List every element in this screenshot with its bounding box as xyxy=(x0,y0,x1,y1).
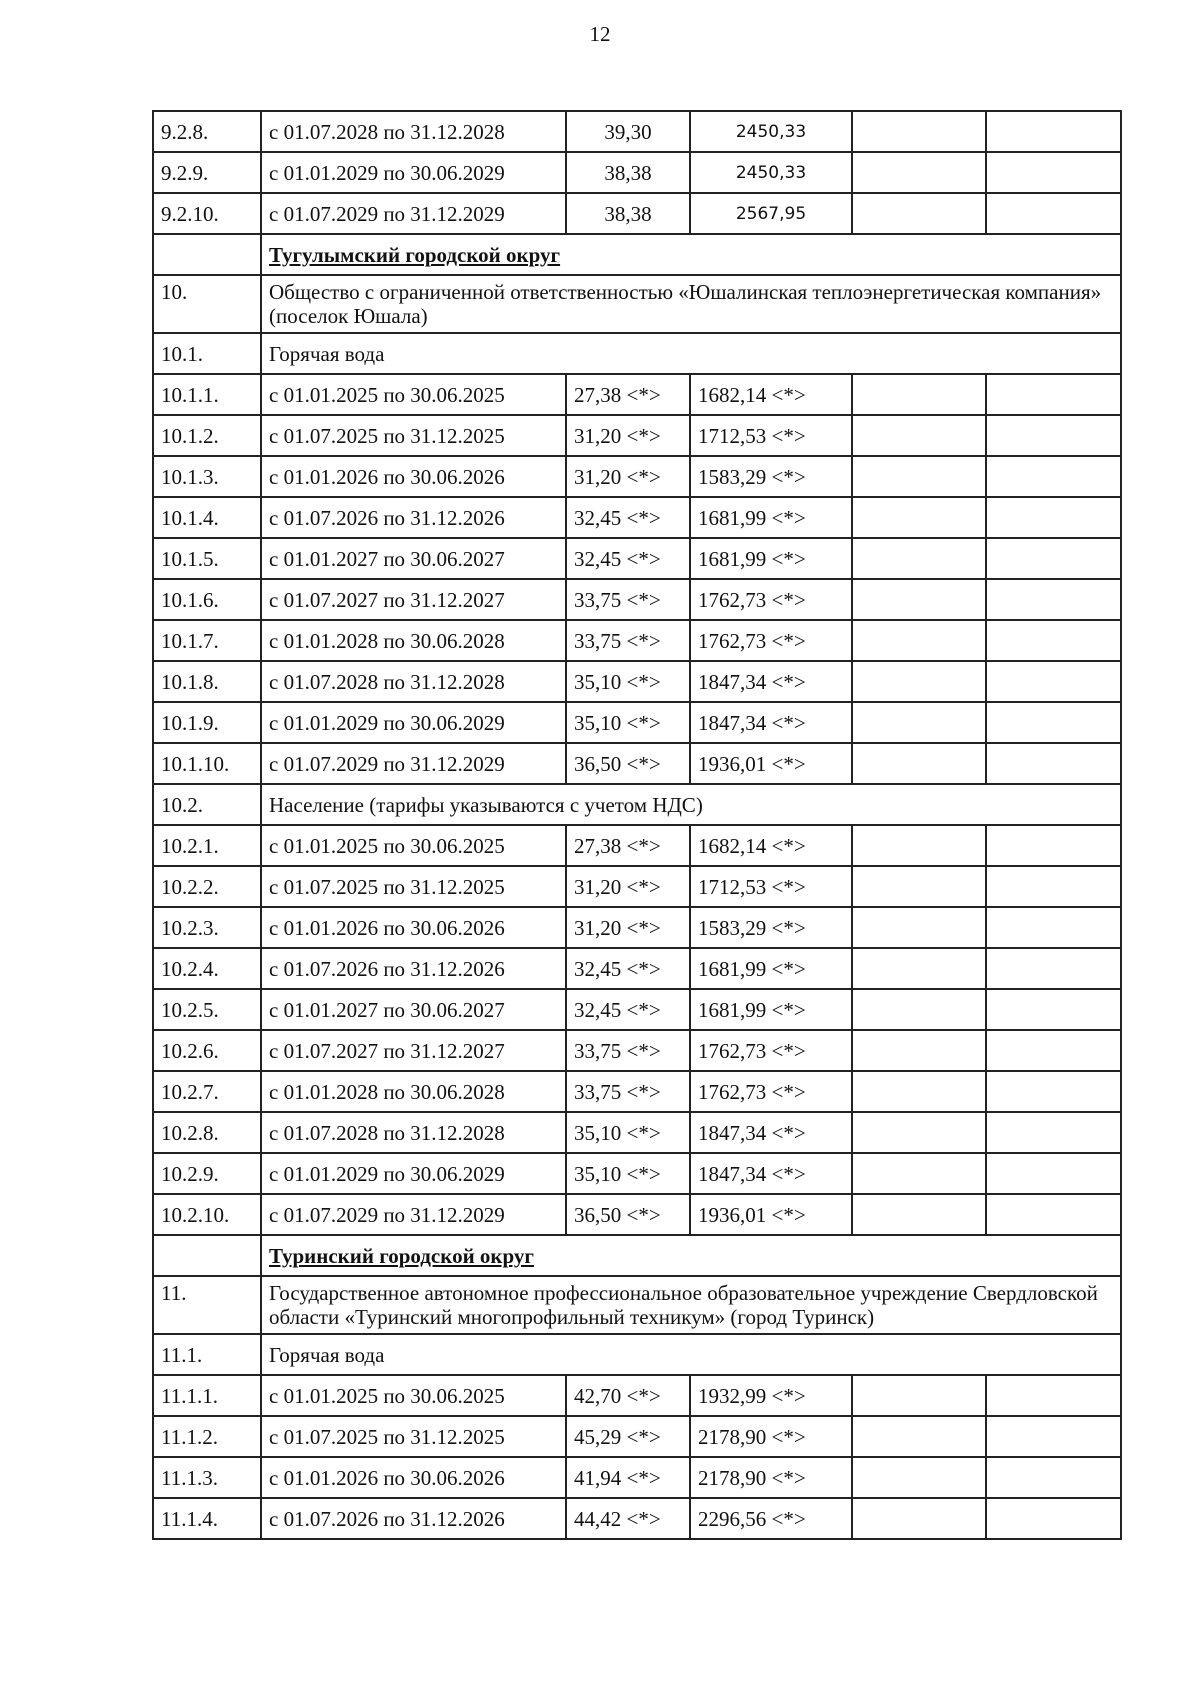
row-number: 10.1.10. xyxy=(153,743,261,784)
row-value-1: 35,10 <*> xyxy=(566,1153,690,1194)
row-number: 9.2.10. xyxy=(153,193,261,234)
row-number: 10.1.8. xyxy=(153,661,261,702)
row-period: с 01.01.2029 по 30.06.2029 xyxy=(261,1153,566,1194)
table-row xyxy=(153,1112,1121,1153)
table-row xyxy=(153,866,1121,907)
row-empty-cell xyxy=(986,948,1121,989)
row-empty-cell xyxy=(852,1194,986,1235)
row-empty-cell xyxy=(986,1498,1121,1539)
row-value-1: 32,45 <*> xyxy=(566,989,690,1030)
row-period: с 01.07.2029 по 31.12.2029 xyxy=(261,1194,566,1235)
tariff-table xyxy=(152,110,1122,1540)
table-row xyxy=(153,702,1121,743)
row-number: 10.2. xyxy=(153,784,261,825)
row-period: с 01.07.2026 по 31.12.2026 xyxy=(261,1498,566,1539)
row-value-1: 45,29 <*> xyxy=(566,1416,690,1457)
row-empty-cell xyxy=(852,907,986,948)
section-row xyxy=(153,784,1121,825)
row-empty-cell xyxy=(852,1375,986,1416)
row-period: с 01.01.2026 по 30.06.2026 xyxy=(261,456,566,497)
row-number: 11.1. xyxy=(153,1334,261,1375)
row-number: 11. xyxy=(153,1276,261,1334)
row-period: с 01.07.2025 по 31.12.2025 xyxy=(261,415,566,456)
row-value-1: 32,45 <*> xyxy=(566,538,690,579)
row-empty-cell xyxy=(852,111,986,152)
row-empty-cell xyxy=(986,1153,1121,1194)
section-row xyxy=(153,333,1121,374)
row-value-2: 2178,90 <*> xyxy=(690,1416,852,1457)
row-value-2: 1762,73 <*> xyxy=(690,620,852,661)
row-empty-cell xyxy=(986,866,1121,907)
row-period: с 01.01.2029 по 30.06.2029 xyxy=(261,152,566,193)
row-period: с 01.07.2026 по 31.12.2026 xyxy=(261,497,566,538)
row-value-2: 1847,34 <*> xyxy=(690,661,852,702)
row-value-1: 35,10 <*> xyxy=(566,661,690,702)
row-value-2: 1682,14 <*> xyxy=(690,374,852,415)
row-empty-cell xyxy=(986,989,1121,1030)
row-period: с 01.07.2025 по 31.12.2025 xyxy=(261,1416,566,1457)
row-empty-cell xyxy=(852,579,986,620)
district-number-cell xyxy=(153,234,261,275)
organization-row xyxy=(153,275,1121,333)
table-row xyxy=(153,1416,1121,1457)
row-empty-cell xyxy=(852,538,986,579)
row-value-1: 35,10 <*> xyxy=(566,702,690,743)
row-value-1: 31,20 <*> xyxy=(566,866,690,907)
row-value-2: 1847,34 <*> xyxy=(690,702,852,743)
row-number: 10.1.2. xyxy=(153,415,261,456)
row-empty-cell xyxy=(986,193,1121,234)
row-empty-cell xyxy=(986,497,1121,538)
row-value-1: 44,42 <*> xyxy=(566,1498,690,1539)
table-row xyxy=(153,620,1121,661)
table-row xyxy=(153,948,1121,989)
row-empty-cell xyxy=(852,1071,986,1112)
row-period: с 01.01.2028 по 30.06.2028 xyxy=(261,620,566,661)
row-value-2: 1762,73 <*> xyxy=(690,579,852,620)
row-value-2: 2567,95 xyxy=(690,193,852,234)
row-empty-cell xyxy=(986,1416,1121,1457)
row-empty-cell xyxy=(986,1375,1121,1416)
row-number: 10.1.7. xyxy=(153,620,261,661)
row-value-2: 1712,53 <*> xyxy=(690,415,852,456)
row-empty-cell xyxy=(852,948,986,989)
page-number: 12 xyxy=(589,22,611,46)
row-empty-cell xyxy=(852,1153,986,1194)
row-number: 11.1.4. xyxy=(153,1498,261,1539)
table-row xyxy=(153,661,1121,702)
row-value-2: 1847,34 <*> xyxy=(690,1112,852,1153)
row-value-2: 1583,29 <*> xyxy=(690,907,852,948)
row-number: 10.2.1. xyxy=(153,825,261,866)
table-row xyxy=(153,1375,1121,1416)
row-value-2: 1936,01 <*> xyxy=(690,743,852,784)
row-value-1: 39,30 xyxy=(566,111,690,152)
row-value-1: 32,45 <*> xyxy=(566,948,690,989)
row-number: 10.2.2. xyxy=(153,866,261,907)
row-empty-cell xyxy=(986,1457,1121,1498)
table-row xyxy=(153,152,1121,193)
row-period: с 01.07.2026 по 31.12.2026 xyxy=(261,948,566,989)
row-empty-cell xyxy=(852,743,986,784)
table-row xyxy=(153,989,1121,1030)
row-value-1: 42,70 <*> xyxy=(566,1375,690,1416)
row-empty-cell xyxy=(986,661,1121,702)
row-number: 11.1.3. xyxy=(153,1457,261,1498)
row-value-2: 1762,73 <*> xyxy=(690,1071,852,1112)
row-empty-cell xyxy=(986,152,1121,193)
row-value-1: 33,75 <*> xyxy=(566,620,690,661)
row-value-1: 36,50 <*> xyxy=(566,1194,690,1235)
row-empty-cell xyxy=(852,1112,986,1153)
row-number: 10. xyxy=(153,275,261,333)
row-empty-cell xyxy=(852,1457,986,1498)
row-number: 10.1.9. xyxy=(153,702,261,743)
row-number: 9.2.9. xyxy=(153,152,261,193)
row-empty-cell xyxy=(852,866,986,907)
row-value-1: 35,10 <*> xyxy=(566,1112,690,1153)
row-period: с 01.01.2027 по 30.06.2027 xyxy=(261,538,566,579)
row-number: 10.2.9. xyxy=(153,1153,261,1194)
row-value-1: 33,75 <*> xyxy=(566,1030,690,1071)
row-value-1: 41,94 <*> xyxy=(566,1457,690,1498)
row-period: с 01.07.2028 по 31.12.2028 xyxy=(261,1112,566,1153)
table-row xyxy=(153,497,1121,538)
row-number: 10.2.10. xyxy=(153,1194,261,1235)
organization-row xyxy=(153,1276,1121,1334)
section-row xyxy=(153,1334,1121,1375)
organization-name: Общество с ограниченной ответственностью «Юшалинская теплоэнергетическая компания» (поселок Юшала) xyxy=(261,275,1121,333)
row-empty-cell xyxy=(852,989,986,1030)
table-row xyxy=(153,415,1121,456)
row-period: с 01.07.2027 по 31.12.2027 xyxy=(261,579,566,620)
table-row xyxy=(153,579,1121,620)
table-row xyxy=(153,538,1121,579)
row-empty-cell xyxy=(986,1112,1121,1153)
district-title: Тугулымский городской округ xyxy=(261,234,1121,275)
row-empty-cell xyxy=(852,620,986,661)
table-row xyxy=(153,825,1121,866)
row-empty-cell xyxy=(986,111,1121,152)
row-value-1: 27,38 <*> xyxy=(566,374,690,415)
row-period: с 01.01.2028 по 30.06.2028 xyxy=(261,1071,566,1112)
row-number: 10.1.3. xyxy=(153,456,261,497)
row-value-2: 2296,56 <*> xyxy=(690,1498,852,1539)
section-title: Горячая вода xyxy=(261,1334,1121,1375)
row-number: 10.1.1. xyxy=(153,374,261,415)
table-row xyxy=(153,111,1121,152)
district-number-cell xyxy=(153,1235,261,1276)
row-value-2: 2178,90 <*> xyxy=(690,1457,852,1498)
row-empty-cell xyxy=(986,538,1121,579)
row-value-2: 1682,14 <*> xyxy=(690,825,852,866)
row-value-2: 1681,99 <*> xyxy=(690,497,852,538)
row-empty-cell xyxy=(986,907,1121,948)
row-period: с 01.01.2026 по 30.06.2026 xyxy=(261,1457,566,1498)
row-value-2: 1932,99 <*> xyxy=(690,1375,852,1416)
row-period: с 01.07.2028 по 31.12.2028 xyxy=(261,111,566,152)
row-empty-cell xyxy=(852,1498,986,1539)
table-row xyxy=(153,1457,1121,1498)
row-number: 10.2.7. xyxy=(153,1071,261,1112)
row-period: с 01.01.2027 по 30.06.2027 xyxy=(261,989,566,1030)
table-row xyxy=(153,907,1121,948)
row-value-1: 31,20 <*> xyxy=(566,456,690,497)
table-row xyxy=(153,1071,1121,1112)
row-empty-cell xyxy=(852,1416,986,1457)
row-empty-cell xyxy=(852,456,986,497)
row-empty-cell xyxy=(986,825,1121,866)
row-empty-cell xyxy=(852,497,986,538)
row-empty-cell xyxy=(852,1030,986,1071)
row-empty-cell xyxy=(986,702,1121,743)
row-number: 10.2.3. xyxy=(153,907,261,948)
row-number: 10.2.5. xyxy=(153,989,261,1030)
row-value-1: 32,45 <*> xyxy=(566,497,690,538)
district-row xyxy=(153,234,1121,275)
row-number: 10.2.6. xyxy=(153,1030,261,1071)
row-period: с 01.07.2025 по 31.12.2025 xyxy=(261,866,566,907)
district-row xyxy=(153,1235,1121,1276)
section-title: Население (тарифы указываются с учетом НДС) xyxy=(261,784,1121,825)
row-period: с 01.07.2029 по 31.12.2029 xyxy=(261,193,566,234)
row-period: с 01.07.2028 по 31.12.2028 xyxy=(261,661,566,702)
row-value-2: 1762,73 <*> xyxy=(690,1030,852,1071)
row-value-2: 2450,33 xyxy=(690,111,852,152)
row-empty-cell xyxy=(986,415,1121,456)
row-value-2: 1681,99 <*> xyxy=(690,948,852,989)
row-value-2: 1712,53 <*> xyxy=(690,866,852,907)
row-value-1: 38,38 xyxy=(566,152,690,193)
row-value-1: 33,75 <*> xyxy=(566,579,690,620)
row-value-1: 33,75 <*> xyxy=(566,1071,690,1112)
row-number: 10.1. xyxy=(153,333,261,374)
row-value-1: 31,20 <*> xyxy=(566,415,690,456)
row-empty-cell xyxy=(986,1030,1121,1071)
row-empty-cell xyxy=(852,661,986,702)
table-row xyxy=(153,1498,1121,1539)
row-empty-cell xyxy=(852,152,986,193)
section-title: Горячая вода xyxy=(261,333,1121,374)
table-row xyxy=(153,193,1121,234)
row-number: 9.2.8. xyxy=(153,111,261,152)
row-empty-cell xyxy=(986,620,1121,661)
row-value-2: 1681,99 <*> xyxy=(690,538,852,579)
district-title: Туринский городской округ xyxy=(261,1235,1121,1276)
row-number: 10.1.6. xyxy=(153,579,261,620)
row-number: 11.1.1. xyxy=(153,1375,261,1416)
table-row xyxy=(153,1153,1121,1194)
row-period: с 01.01.2025 по 30.06.2025 xyxy=(261,825,566,866)
row-number: 10.2.4. xyxy=(153,948,261,989)
row-number: 10.1.4. xyxy=(153,497,261,538)
row-empty-cell xyxy=(986,456,1121,497)
row-number: 10.1.5. xyxy=(153,538,261,579)
row-period: с 01.01.2025 по 30.06.2025 xyxy=(261,374,566,415)
table-row xyxy=(153,1194,1121,1235)
row-period: с 01.01.2029 по 30.06.2029 xyxy=(261,702,566,743)
row-value-2: 1681,99 <*> xyxy=(690,989,852,1030)
row-value-2: 1847,34 <*> xyxy=(690,1153,852,1194)
row-value-1: 31,20 <*> xyxy=(566,907,690,948)
row-empty-cell xyxy=(852,702,986,743)
row-empty-cell xyxy=(986,1194,1121,1235)
row-period: с 01.01.2025 по 30.06.2025 xyxy=(261,1375,566,1416)
row-value-1: 38,38 xyxy=(566,193,690,234)
row-period: с 01.07.2027 по 31.12.2027 xyxy=(261,1030,566,1071)
row-empty-cell xyxy=(986,579,1121,620)
row-empty-cell xyxy=(852,374,986,415)
row-value-1: 36,50 <*> xyxy=(566,743,690,784)
row-empty-cell xyxy=(852,825,986,866)
table-row xyxy=(153,374,1121,415)
table-row xyxy=(153,1030,1121,1071)
row-empty-cell xyxy=(986,374,1121,415)
table-row xyxy=(153,743,1121,784)
row-empty-cell xyxy=(986,1071,1121,1112)
row-empty-cell xyxy=(852,193,986,234)
row-period: с 01.07.2029 по 31.12.2029 xyxy=(261,743,566,784)
row-number: 11.1.2. xyxy=(153,1416,261,1457)
row-empty-cell xyxy=(852,415,986,456)
row-value-2: 2450,33 xyxy=(690,152,852,193)
row-value-2: 1583,29 <*> xyxy=(690,456,852,497)
table-row xyxy=(153,456,1121,497)
row-empty-cell xyxy=(986,743,1121,784)
row-period: с 01.01.2026 по 30.06.2026 xyxy=(261,907,566,948)
organization-name: Государственное автономное профессиональное образовательное учреждение Свердловской области «Туринский многопрофильный техникум» (город Туринск) xyxy=(261,1276,1121,1334)
row-value-2: 1936,01 <*> xyxy=(690,1194,852,1235)
row-number: 10.2.8. xyxy=(153,1112,261,1153)
row-value-1: 27,38 <*> xyxy=(566,825,690,866)
